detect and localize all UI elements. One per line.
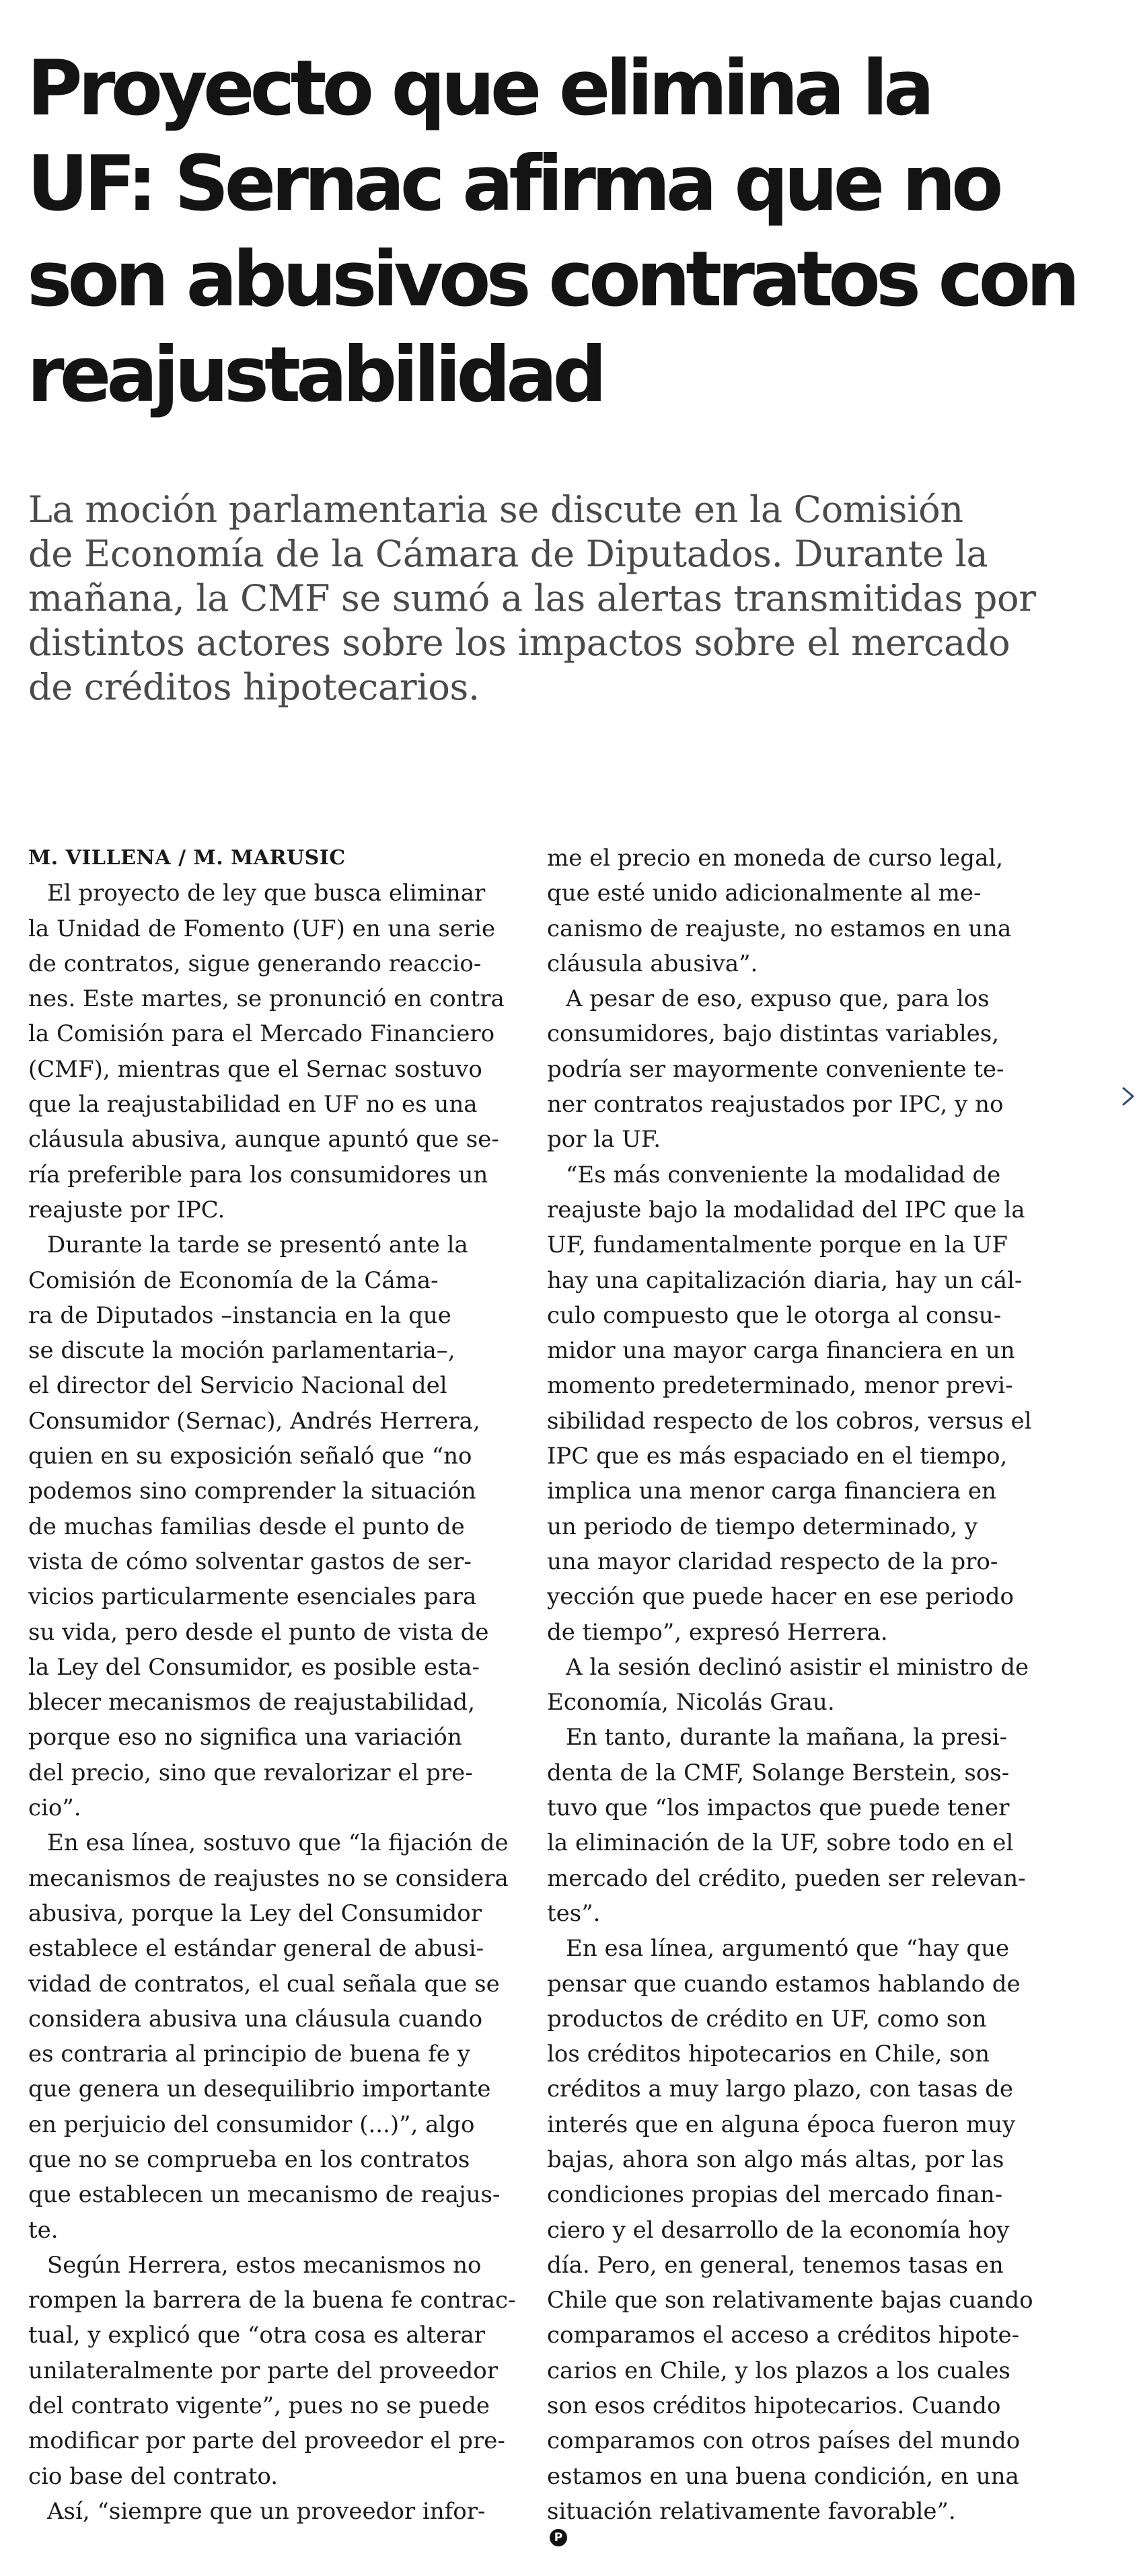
body-text-line: (CMF), mientras que el Sernac sostuvo bbox=[28, 1055, 482, 1083]
body-text-line: tes”. bbox=[547, 1899, 601, 1927]
article-column-right bbox=[547, 841, 1041, 2546]
end-of-article-icon: P bbox=[550, 2529, 567, 2546]
body-text-line: cláusula abusiva, aunque apuntó que se- bbox=[28, 1126, 499, 1153]
body-text-line: comparamos con otros países del mundo bbox=[547, 2427, 1021, 2455]
body-text-line: mecanismos de reajustes no se considera bbox=[28, 1864, 509, 1892]
body-text-line: reajuste por IPC. bbox=[28, 1196, 225, 1223]
headline bbox=[27, 40, 1076, 422]
body-text-line: quien en su exposición señaló que “no bbox=[28, 1443, 472, 1470]
body-text-line: ner contratos reajustados por IPC, y no bbox=[547, 1091, 1004, 1119]
body-text-line: considera abusiva una cláusula cuando bbox=[28, 2005, 483, 2033]
article-column-left bbox=[28, 841, 523, 2529]
body-text-line: momento predeterminado, menor previ- bbox=[547, 1372, 1013, 1400]
body-text-line: ciero y el desarrollo de la economía hoy bbox=[547, 2216, 1010, 2244]
body-text-line: la Unidad de Fomento (UF) en una serie bbox=[28, 915, 496, 942]
body-text-line: midor una mayor carga financiera en un bbox=[547, 1337, 1015, 1365]
body-text-line: una mayor claridad respecto de la pro- bbox=[547, 1548, 998, 1575]
body-text-line: consumidores, bajo distintas variables, bbox=[547, 1020, 999, 1048]
body-text-line: interés que en alguna época fueron muy bbox=[547, 2111, 1016, 2138]
body-text-line: situación relativamente favorable”. P bbox=[547, 2494, 1041, 2546]
body-text-line: sibilidad respecto de los cobros, versus el bbox=[547, 1407, 1032, 1435]
body-text-line: que establecen un mecanismo de reajus- bbox=[28, 2181, 501, 2209]
body-text-line: productos de crédito en UF, como son bbox=[547, 2005, 987, 2033]
body-text-line: día. Pero, en general, tenemos tasas en bbox=[547, 2251, 1004, 2279]
body-text-line: que la reajustabilidad en UF no es una bbox=[28, 1091, 478, 1119]
body-text-line: Así, “siempre que un proveedor infor- bbox=[47, 2497, 486, 2525]
body-text-line: un periodo de tiempo determinado, y bbox=[547, 1513, 978, 1540]
body-text-line: podemos sino comprender la situación bbox=[28, 1478, 476, 1505]
body-text-line: la Comisión para el Mercado Financiero bbox=[28, 1020, 495, 1048]
body-text-line: en perjuicio del consumidor (...)”, algo bbox=[28, 2111, 475, 2138]
body-text-line: “Es más conveniente la modalidad de bbox=[566, 1161, 1001, 1188]
body-text-line: Consumidor (Sernac), Andrés Herrera, bbox=[28, 1407, 480, 1435]
body-text-line: se discute la moción parlamentaria–, bbox=[28, 1337, 455, 1365]
byline: M. VILLENA / M. MARUSIC bbox=[28, 846, 346, 870]
body-text-line: Según Herrera, estos mecanismos no bbox=[47, 2251, 482, 2279]
body-text-line: El proyecto de ley que busca eliminar bbox=[47, 880, 486, 907]
body-text-line: vicios particularmente esenciales para bbox=[28, 1583, 477, 1611]
body-text-line: de contratos, sigue generando reaccio- bbox=[28, 950, 482, 977]
body-text-line: IPC que es más espaciado en el tiempo, bbox=[547, 1443, 1008, 1470]
body-text-line: bajas, ahora son algo más altas, por las bbox=[547, 2146, 1004, 2173]
body-text-line: tuvo que “los impactos que puede tener bbox=[547, 1794, 1010, 1822]
headline-line: reajustabilidad bbox=[27, 330, 603, 419]
body-text-line: blecer mecanismos de reajustabilidad, bbox=[28, 1689, 475, 1716]
body-text-line: nes. Este martes, se pronunció en contra bbox=[28, 985, 505, 1013]
body-text-line: En esa línea, argumentó que “hay que bbox=[566, 1935, 1010, 1963]
body-text-line: cio base del contrato. bbox=[28, 2462, 279, 2490]
body-text-line: Durante la tarde se presentó ante la bbox=[47, 1232, 468, 1259]
headline-line: son abusivos contratos con bbox=[27, 235, 1076, 324]
subhead-line: de Economía de la Cámara de Diputados. Durante la bbox=[28, 533, 988, 575]
body-text-line: denta de la CMF, Solange Berstein, sos- bbox=[547, 1759, 1010, 1786]
body-text-line: cio”. bbox=[28, 1794, 81, 1822]
body-text-line: cláusula abusiva”. bbox=[547, 950, 758, 977]
body-text-line: UF, fundamentalmente porque en la UF bbox=[547, 1232, 1008, 1259]
body-text-line: mercado del crédito, pueden ser relevan- bbox=[547, 1864, 1026, 1892]
body-text-line: A pesar de eso, expuso que, para los bbox=[566, 985, 990, 1013]
body-text-line: ra de Diputados –instancia en la que bbox=[28, 1301, 451, 1329]
body-text-line: la eliminación de la UF, sobre todo en el bbox=[547, 1829, 1014, 1857]
body-text-line: del contrato vigente”, pues no se puede bbox=[28, 2392, 490, 2420]
body-text-line: A la sesión declinó asistir el ministro de bbox=[566, 1653, 1029, 1681]
body-text-line: que genera un desequilibrio importante bbox=[28, 2076, 491, 2103]
subhead-line: mañana, la CMF se sumó a las alertas transmitidas por bbox=[28, 577, 1036, 619]
body-text-line: Comisión de Economía de la Cáma- bbox=[28, 1266, 439, 1294]
body-text-line: reajuste bajo la modalidad del IPC que la bbox=[547, 1196, 1025, 1223]
body-text-line: hay una capitalización diaria, hay un cál- bbox=[547, 1266, 1023, 1294]
body-text-line: del precio, sino que revalorizar el pre- bbox=[28, 1759, 473, 1786]
body-text-line: establece el estándar general de abusi- bbox=[28, 1935, 484, 1963]
chevron-right-icon[interactable] bbox=[1118, 1076, 1138, 1116]
body-text-line: por la UF. bbox=[547, 1126, 661, 1153]
body-text-line: Economía, Nicolás Grau. bbox=[547, 1689, 835, 1716]
body-text-line: son esos créditos hipotecarios. Cuando bbox=[547, 2392, 1001, 2420]
body-text-line: canismo de reajuste, no estamos en una bbox=[547, 915, 1012, 942]
body-text-line: condiciones propias del mercado finan- bbox=[547, 2181, 1003, 2209]
body-text-line: comparamos el acceso a créditos hipote- bbox=[547, 2322, 1020, 2349]
body-text-line: su vida, pero desde el punto de vista de bbox=[28, 1618, 489, 1646]
body-text-line: implica una menor carga financiera en bbox=[547, 1478, 996, 1505]
body-text-line: carios en Chile, y los plazos a los cuales bbox=[547, 2357, 1010, 2384]
body-text-line: En esa línea, sostuvo que “la fijación de bbox=[47, 1829, 509, 1857]
body-text-line: es contraria al principio de buena fe y bbox=[28, 2041, 470, 2068]
body-text-line: Chile que son relativamente bajas cuando bbox=[547, 2287, 1033, 2314]
subhead-line: de créditos hipotecarios. bbox=[28, 666, 480, 708]
body-text-line: unilateralmente por parte del proveedor bbox=[28, 2357, 499, 2384]
body-text-line: tual, y explicó que “otra cosa es alterar bbox=[28, 2322, 486, 2349]
body-text-line: que esté unido adicionalmente al me- bbox=[547, 880, 982, 907]
body-text-line: de tiempo”, expresó Herrera. bbox=[547, 1618, 888, 1646]
body-text-line: los créditos hipotecarios en Chile, son bbox=[547, 2041, 990, 2068]
body-text-line: te. bbox=[28, 2216, 59, 2244]
body-text-line: me el precio en moneda de curso legal, bbox=[547, 845, 1004, 872]
body-text-line: que no se comprueba en los contratos bbox=[28, 2146, 470, 2173]
headline-line: Proyecto que elimina la bbox=[27, 44, 930, 132]
body-text-line: el director del Servicio Nacional del bbox=[28, 1372, 447, 1400]
body-text-line: yección que puede hacer en ese periodo bbox=[547, 1583, 1014, 1611]
body-text-line: podría ser mayormente conveniente te- bbox=[547, 1055, 1004, 1083]
headline-line: UF: Sernac afirma que no bbox=[27, 139, 999, 228]
subhead-line: La moción parlamentaria se discute en la Comisión bbox=[28, 488, 963, 531]
subheadline bbox=[28, 488, 1078, 710]
body-text-line: abusiva, porque la Ley del Consumidor bbox=[28, 1899, 482, 1927]
body-text-line: pensar que cuando estamos hablando de bbox=[547, 1970, 1021, 1998]
body-text-line: porque eso no significa una variación bbox=[28, 1724, 462, 1751]
body-text-line: ría preferible para los consumidores un bbox=[28, 1161, 488, 1188]
body-text-line: modificar por parte del proveedor el pre- bbox=[28, 2427, 505, 2455]
body-text-line: vidad de contratos, el cual señala que se bbox=[28, 1970, 500, 1998]
body-text-line: En tanto, durante la mañana, la presi- bbox=[566, 1724, 1008, 1751]
body-text-line: de muchas familias desde el punto de bbox=[28, 1513, 465, 1540]
body-text-line: estamos en una buena condición, en una bbox=[547, 2462, 1019, 2490]
body-text-line: la Ley del Consumidor, es posible esta- bbox=[28, 1653, 480, 1681]
body-text-line: créditos a muy largo plazo, con tasas de bbox=[547, 2076, 1014, 2103]
body-text-line: rompen la barrera de la buena fe contrac- bbox=[28, 2287, 516, 2314]
body-text-line: culo compuesto que le otorga al consu- bbox=[547, 1301, 1002, 1329]
subhead-line: distintos actores sobre los impactos sobre el mercado bbox=[28, 621, 1010, 664]
body-text-line: vista de cómo solventar gastos de ser- bbox=[28, 1548, 472, 1575]
